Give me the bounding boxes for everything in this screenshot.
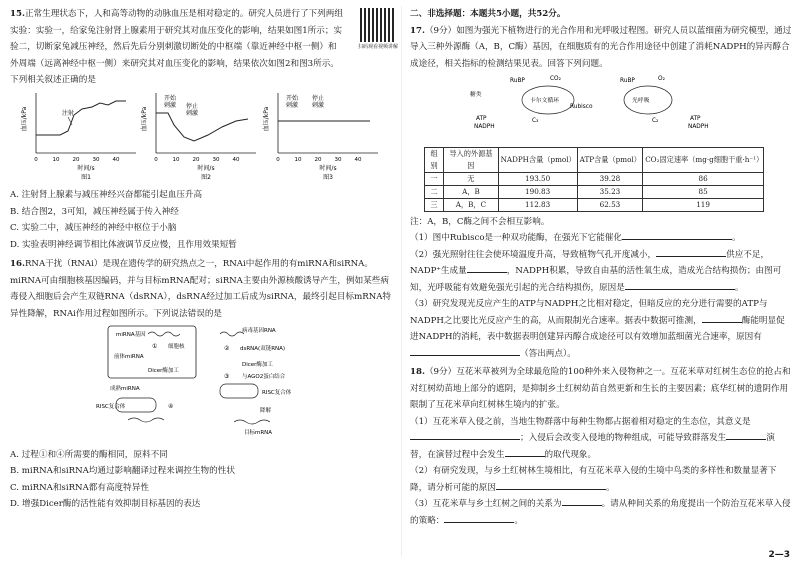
svg-text:NADPH: NADPH [688,124,709,130]
q17-sub1: （1）图中Rubisco是一种双功能酶，在强光下它能催化 。 [410,230,792,247]
svg-text:0: 0 [154,156,158,163]
qr-caption: 扫码观看视频讲解 [358,44,399,50]
svg-text:Rubisco: Rubisco [570,104,593,110]
svg-text:降解: 降解 [260,408,272,414]
fig1-annot: 注射 [62,109,75,117]
svg-text:ATP: ATP [690,116,701,122]
svg-text:刺激: 刺激 [164,101,177,109]
fig2-ylabel: 血压/kPa [141,106,148,131]
svg-text:30: 30 [92,156,100,163]
q16-stem: 16.RNA干扰（RNAi）是现在遗传学的研究热点之一，RNAi中起作用的有miRNA和siRNA。miRNA可由细胞核基因编码，并与目标mRNA配对；siRNA主要由外源核酸诱导产生，例如某些病毒侵入细胞后会产生双链RNA（dsRNA），dsRNA经过加工后成为siRNA，最终引起目标mRNA特异性降解，RNAi作用过程如图所示。下列说法错误的是 [10,259,392,319]
fig1-xlabel: 时间/s [77,164,95,172]
svg-text:NADPH: NADPH [474,124,495,130]
q16-option-c: C. miRNA和siRNA都有高度特异性 [10,482,149,493]
svg-text:②: ② [224,345,230,352]
svg-text:停止: 停止 [186,102,199,110]
svg-text:C₃: C₃ [532,118,539,124]
right-column [410,6,792,529]
fig1-caption: 图1 [81,173,91,181]
fig1-ticks [34,157,120,163]
figure-2 [140,93,256,181]
q15-figures [10,89,395,181]
answer-blank[interactable] [622,230,732,240]
column-divider [401,6,402,556]
svg-text:前体miRNA: 前体miRNA [114,354,144,360]
svg-text:①: ① [152,343,158,350]
answer-blank[interactable] [467,263,507,273]
svg-text:20: 20 [192,156,200,163]
q15-number: 15. [10,9,25,19]
q15-stem: 15.正常生理状态下，人和高等动物的动脉血压是相对稳定的。研究人员进行了下列两组实验：实验一，给家兔注射肾上腺素用于研究其对血压变化的影响，结果如图1所示；实验二，切断家兔减压神经，然后先后分别刺激切断处的中枢端（靠近神经中枢一侧）和外周端（远离神经中枢一侧）来研究其对血压变化的影响，结果依次如图2和图3所示。下列相关叙述正确的是 [10,9,343,85]
q16-diagram [10,322,395,440]
svg-text:30: 30 [334,156,342,163]
table-row: 三 A，B，C 112.83 62.53 119 [425,198,764,211]
svg-text:停止: 停止 [312,94,325,102]
svg-text:刺激: 刺激 [286,101,299,109]
svg-text:刺激: 刺激 [312,101,325,109]
svg-text:④: ④ [168,403,174,410]
svg-text:30: 30 [212,156,220,163]
svg-text:CO₂: CO₂ [550,76,561,82]
svg-text:0: 0 [276,156,280,163]
svg-text:卡尔文循环: 卡尔文循环 [530,98,559,104]
q16-number: 16. [10,259,25,269]
svg-text:成熟miRNA: 成熟miRNA [110,386,140,392]
q17-stem: 17.（9分）如图为强光下植物进行的光合作用和光呼吸过程图。研究人员以蓝细菌为研究模型，通过导入三种外源酶（A，B，C酶）基因，在细胞质有的光合作用途径中创建了消耗NADPH的异丙醇合成途径，相关指标的检测结果见表。回答下列问题。 [410,25,792,69]
question-17 [410,23,792,363]
svg-text:RISC复合体: RISC复合体 [262,390,292,396]
fig3-caption: 图3 [323,173,333,181]
answer-blank[interactable] [625,280,735,290]
answer-blank[interactable] [726,430,766,440]
svg-text:Dicer酶加工: Dicer酶加工 [148,368,179,374]
svg-text:开始: 开始 [164,94,177,102]
q17-sub3: （3）研究发现光反应产生的ATP与NADPH之比相对稳定，但暗反应的充分进行需要的ATP与NADPH之比要比光反应产生的高，从而限制光合速率。据表中数据可推测， 酶能明显促进NADPH的消耗，表中数据表明创建异丙醇合成途径可以有效增加蓝细菌光合速率，原因有（答出两点）。 [410,299,785,359]
q18-stem: 18.（9分）互花米草被列为全球最危险的100种外来入侵物种之一。互花米草对红树生态位的抢占和对红树幼苗地上部分的遮阴，是抑制乡土红树幼苗自然更新和生长的主要因素；底华红树的遗阴作用限制了互花米草向红树林生境内的扩张。 [410,367,791,410]
q15-option-b: B. 结合图2，3可知，减压神经属于传入神经 [10,206,179,217]
q16-option-a: A. 过程①和④所需要的酶相同，原料不同 [10,449,168,460]
svg-text:40: 40 [112,156,120,163]
svg-text:目标mRNA: 目标mRNA [244,430,273,436]
q18-sub1: （1）互花米草入侵之前，当地生物群落中每种生物都占据着相对稳定的生态位，其意义是；入侵后会改变入侵地的物种组成，可能导致群落发生 演替，在演替过程中会发生 的取代现象。 [410,416,775,460]
table-header-row: 组别 导入的外源基因 NADPH含量（pmol） ATP含量（pmol） CO₂固定速率（mg·g细胞干重·h⁻¹） [425,147,764,172]
figure-1 [20,93,136,181]
qr-code-icon[interactable] [360,8,394,42]
svg-text:RISC复合体: RISC复合体 [96,404,126,410]
q17-sub2: （2）强光照射往往会使环境温度升高，导致植物气孔开度减小， 供应不足，NADP⁺生成量 ，NADPH积累，导致自由基的活性氧生成，造成光合结构损伤；由图可知，光呼吸能有效避免强光引起的光合结构损伤，原因是 。 [410,247,792,297]
answer-blank[interactable] [562,496,602,506]
q15-option-a: A. 注射肾上腺素与减压神经兴奋都能引起血压升高 [10,190,203,200]
answer-blank[interactable] [702,313,742,323]
svg-text:刺激: 刺激 [186,109,199,117]
svg-text:RuBP: RuBP [510,78,525,84]
svg-text:10: 10 [52,156,60,163]
svg-text:0: 0 [34,156,38,163]
svg-text:O₂: O₂ [658,76,665,82]
svg-text:细胞核: 细胞核 [168,344,185,350]
question-16 [10,256,395,513]
answer-blank[interactable] [496,480,606,490]
svg-text:③: ③ [224,373,230,380]
q17-number: 17. [410,25,425,36]
answer-blank[interactable] [505,447,545,457]
q18-sub2: （2）有研究发现，与乡土红树林生境相比，有互花米草入侵的生境中鸟类的多样性和数量显著下降，请分析可能的原因 。 [410,466,777,493]
svg-text:20: 20 [314,156,322,163]
svg-text:RuBP: RuBP [620,78,635,84]
svg-text:时间/s: 时间/s [319,164,337,172]
svg-text:病毒基因RNA: 病毒基因RNA [242,328,276,334]
svg-text:时间/s: 时间/s [197,164,215,172]
q17-note: 注：A，B，C酶之间不会相互影响。 [410,216,550,227]
q17-diagram [410,72,792,134]
q17-data-table [424,147,764,212]
svg-text:40: 40 [232,156,240,163]
svg-text:Dicer酶加工: Dicer酶加工 [242,362,273,368]
left-column [10,6,399,513]
section-2-title: 二、非选择题：本题共5小题，共52分。 [410,9,566,19]
q18-number: 18. [410,367,425,377]
answer-blank[interactable] [444,513,514,523]
table-row: 二 A，B 190.83 35.23 85 [425,185,764,198]
q16-option-b: B. miRNA和siRNA均通过影响翻译过程来调控生物的性状 [10,466,235,476]
fig3-ylabel: 血压/kPa [263,106,270,131]
table-row: 一 无 193.50 39.28 86 [425,172,764,185]
answer-blank[interactable] [410,430,520,440]
q16-option-d: D. 增强Dicer酶的活性能有效抑制目标基因的表达 [10,499,201,509]
fig2-caption: 图2 [201,173,211,181]
svg-text:20: 20 [72,156,80,163]
q15-option-d: D. 实验表明神经调节相比体液调节反应慢，且作用效果短暂 [10,239,237,250]
svg-text:10: 10 [172,156,180,163]
q18-sub3: （3）互花米草与乡土红树之间的关系为 。请从种间关系的角度提出一个防治互花米草入侵的策略： 。 [410,496,792,529]
answer-blank[interactable] [410,346,520,356]
q15-option-c: C. 实验二中，减压神经的神经中枢位于小脑 [10,223,177,233]
svg-text:40: 40 [354,156,362,163]
answer-blank[interactable] [656,247,726,257]
svg-text:与AGO2蛋白结合: 与AGO2蛋白结合 [242,374,286,380]
svg-text:dsRNA(双链RNA): dsRNA(双链RNA) [240,346,286,352]
figure-3 [262,93,378,181]
svg-text:开始: 开始 [286,94,299,102]
fig1-ylabel: 血压/kPa [21,106,28,131]
svg-text:ATP: ATP [476,116,487,122]
question-18 [410,364,792,529]
question-15 [10,6,399,253]
svg-text:miRNA基因: miRNA基因 [116,332,146,338]
svg-text:10: 10 [294,156,302,163]
svg-text:C₂: C₂ [652,118,659,124]
svg-text:光呼吸: 光呼吸 [632,98,650,104]
svg-text:糖类: 糖类 [470,92,482,98]
page-number: 2—3 [768,550,790,560]
